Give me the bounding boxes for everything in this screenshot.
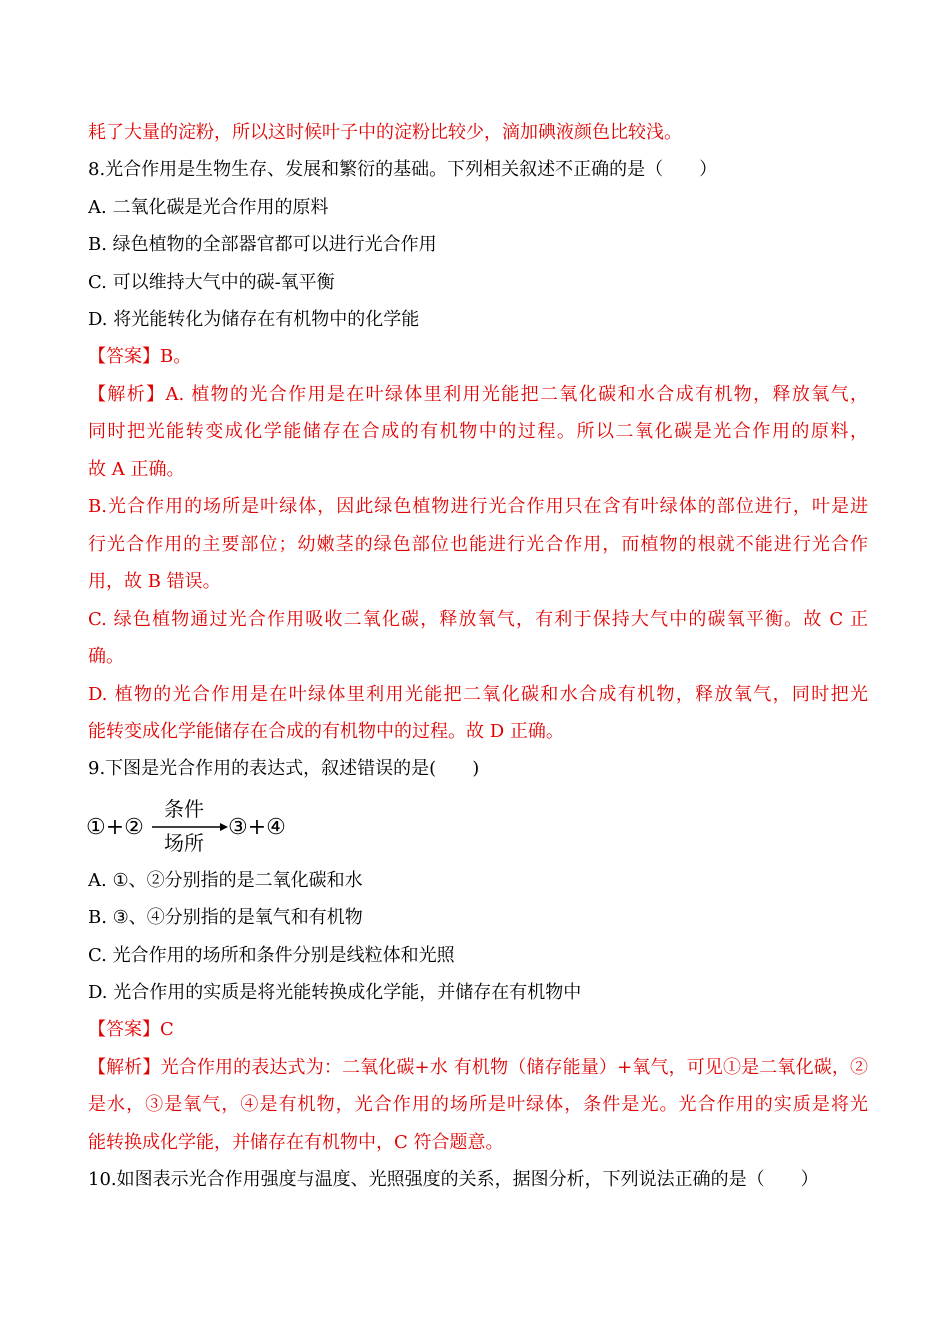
- text-line: 【解析】A. 植物的光合作用是在叶绿体里利用光能把二氧化碳和水合成有机物，释放氧气，: [88, 384, 868, 405]
- text-line: 确。: [88, 646, 124, 667]
- text-line: 用，故 B 错误。: [88, 571, 221, 592]
- text-line: D. 植物的光合作用是在叶绿体里利用光能把二氧化碳和水合成有机物，释放氧气，同时把光: [88, 684, 868, 705]
- text-line: 【解析】光合作用的表达式为：二氧化碳+水 有机物（储存能量）+氧气，可见①是二氧化碳，②: [88, 1057, 868, 1078]
- formula-condition-label: 条件: [164, 797, 204, 821]
- text-line: D. 将光能转化为储存在有机物中的化学能: [88, 309, 420, 330]
- text-line: B.光合作用的场所是叶绿体，因此绿色植物进行光合作用只在含有叶绿体的部位进行，叶是进: [88, 496, 868, 517]
- text-line: 行光合作用的主要部位；幼嫩茎的绿色部位也能进行光合作用，而植物的根就不能进行光合作: [88, 534, 868, 555]
- text-line: D. 光合作用的实质是将光能转换成化学能，并储存在有机物中: [88, 982, 582, 1003]
- text-line: 【答案】C: [88, 1019, 174, 1040]
- text-line: A. ①、②分别指的是二氧化碳和水: [88, 870, 363, 891]
- formula-site-label: 场所: [164, 831, 204, 855]
- text-line: 故 A 正确。: [88, 459, 185, 480]
- text-line: 9.下图是光合作用的表达式，叙述错误的是( ): [88, 758, 480, 779]
- text-line: B. 绿色植物的全部器官都可以进行光合作用: [88, 234, 437, 255]
- text-line: 能转变成化学能储存在合成的有机物中的过程。故 D 正确。: [88, 721, 564, 742]
- text-line: 10.如图表示光合作用强度与温度、光照强度的关系，据图分析，下列说法正确的是（ ）: [88, 1169, 819, 1190]
- formula-reactants: ①+②: [86, 815, 144, 840]
- photosynthesis-formula: [86, 794, 296, 858]
- text-line: 耗了大量的淀粉，所以这时候叶子中的淀粉比较少，滴加碘液颜色比较浅。: [88, 122, 682, 143]
- text-line: C. 绿色植物通过光合作用吸收二氧化碳，释放氧气，有利于保持大气中的碳氧平衡。故 C 正: [88, 609, 868, 630]
- text-line: 是水，③是氧气，④是有机物，光合作用的场所是叶绿体，条件是光。光合作用的实质是将光: [88, 1094, 868, 1115]
- text-line: 【答案】B。: [88, 346, 192, 367]
- text-line: 能转换成化学能，并储存在有机物中，C 符合题意。: [88, 1132, 504, 1153]
- text-line: 同时把光能转变成化学能储存在合成的有机物中的过程。所以二氧化碳是光合作用的原料，: [88, 421, 868, 442]
- text-line: A. 二氧化碳是光合作用的原料: [88, 197, 329, 218]
- text-line: B. ③、④分别指的是氧气和有机物: [88, 907, 363, 928]
- formula-products: ③+④: [228, 815, 286, 840]
- text-line: 8.光合作用是生物生存、发展和繁衍的基础。下列相关叙述不正确的是（ ）: [88, 159, 718, 180]
- text-line: C. 光合作用的场所和条件分别是线粒体和光照: [88, 945, 455, 966]
- formula-arrow-head: [220, 823, 228, 831]
- text-line: C. 可以维持大气中的碳-氧平衡: [88, 272, 335, 293]
